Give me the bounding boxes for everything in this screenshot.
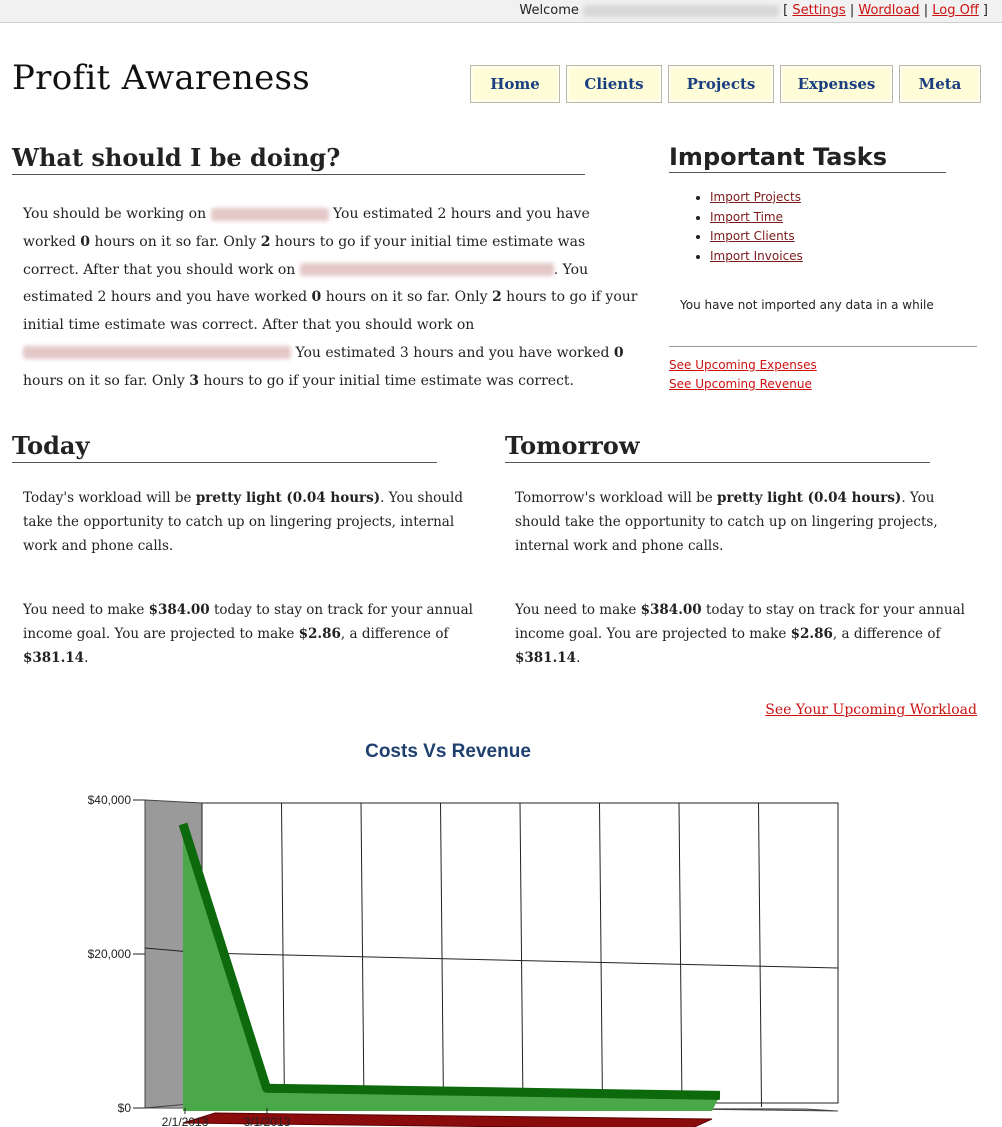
chart-y-tick-label: $0 — [117, 1101, 131, 1115]
import-invoices-link[interactable]: Import Invoices — [710, 248, 803, 263]
nav-expenses[interactable]: Expenses — [780, 65, 893, 103]
today-workload-text: Today's workload will be pretty light (0.04 hours). You should take the opportunity to catch up on lingering projects, internal work and phone calls. — [23, 490, 463, 554]
chart-y-tick-label: $20,000 — [87, 947, 131, 961]
import-projects-link[interactable]: Import Projects — [710, 190, 801, 204]
tasks-list — [692, 188, 803, 266]
tomorrow-income-text: You need to make $384.00 today to stay on track for your annual income goal. You are projected to make $2.86, a difference of $381.14. — [515, 602, 965, 666]
important-tasks-heading: Important Tasks — [669, 143, 946, 173]
chart-x-tick-label: 3/1/2013 — [243, 1115, 291, 1127]
main-nav — [470, 65, 981, 103]
top-bar — [0, 0, 1002, 23]
chart-title: Costs Vs Revenue — [365, 741, 531, 762]
redacted-project-2[interactable] — [300, 263, 554, 276]
redacted-project-1[interactable] — [211, 208, 329, 221]
upcoming-workload-link[interactable]: See Your Upcoming Workload — [765, 702, 977, 718]
nav-meta[interactable]: Meta — [899, 65, 981, 103]
nav-projects[interactable]: Projects — [668, 65, 774, 103]
import-time-link[interactable]: Import Time — [710, 209, 784, 224]
tomorrow-heading: Tomorrow — [505, 431, 930, 463]
upcoming-links — [669, 356, 817, 394]
list-item — [710, 188, 803, 208]
app-logo[interactable]: Profit Awareness — [12, 58, 311, 98]
upcoming-expenses-link[interactable]: See Upcoming Expenses — [669, 358, 817, 372]
settings-link[interactable]: Settings — [792, 3, 846, 18]
nav-clients[interactable]: Clients — [566, 65, 662, 103]
nav-home[interactable]: Home — [470, 65, 560, 103]
chart-x-tick-label: 2/1/2013 — [161, 1115, 209, 1127]
redacted-project-3[interactable] — [23, 346, 291, 359]
user-email-redacted — [583, 5, 779, 17]
log-off-link[interactable]: Log Off — [932, 3, 979, 18]
import-notice: You have not imported any data in a while — [680, 298, 934, 312]
import-clients-link[interactable]: Import Clients — [710, 229, 795, 243]
list-item — [710, 208, 803, 228]
tomorrow-workload-text: Tomorrow's workload will be pretty light (0.04 hours). You should take the opportunity to catch up on lingering projects, internal work and phone calls. — [515, 490, 938, 554]
list-item — [710, 247, 803, 267]
workload-link[interactable]: Wordload — [858, 3, 920, 18]
costs-vs-revenue-chart — [0, 730, 1002, 1127]
list-item — [710, 227, 803, 247]
upcoming-revenue-link[interactable]: See Upcoming Revenue — [669, 377, 812, 391]
doing-text: You should be working on You estimated 2 hours and you have worked 0 hours on it so far. Only 2 hours to go if your initial time estimate was correct. After that you should work on . You estimated 2 hours and you have worked 0 hours on it so far. Only 2 hours to go if your initial time estimate was correct. After that you should work on You estimated 3 hours and you have worked 0 hours on it so far. Only 3 hours to go if your initial time estimate was correct. — [23, 206, 638, 389]
today-income-text: You need to make $384.00 today to stay on track for your annual income goal. You are projected to make $2.86, a difference of $381.14. — [23, 602, 473, 666]
welcome-text: Welcome — [519, 3, 579, 18]
doing-heading: What should I be doing? — [12, 143, 585, 175]
today-heading: Today — [12, 431, 437, 463]
chart-y-tick-label: $40,000 — [87, 793, 131, 807]
user-menu: Welcome [ Settings | Wordload | Log Off ] — [519, 3, 988, 18]
divider — [669, 346, 977, 347]
